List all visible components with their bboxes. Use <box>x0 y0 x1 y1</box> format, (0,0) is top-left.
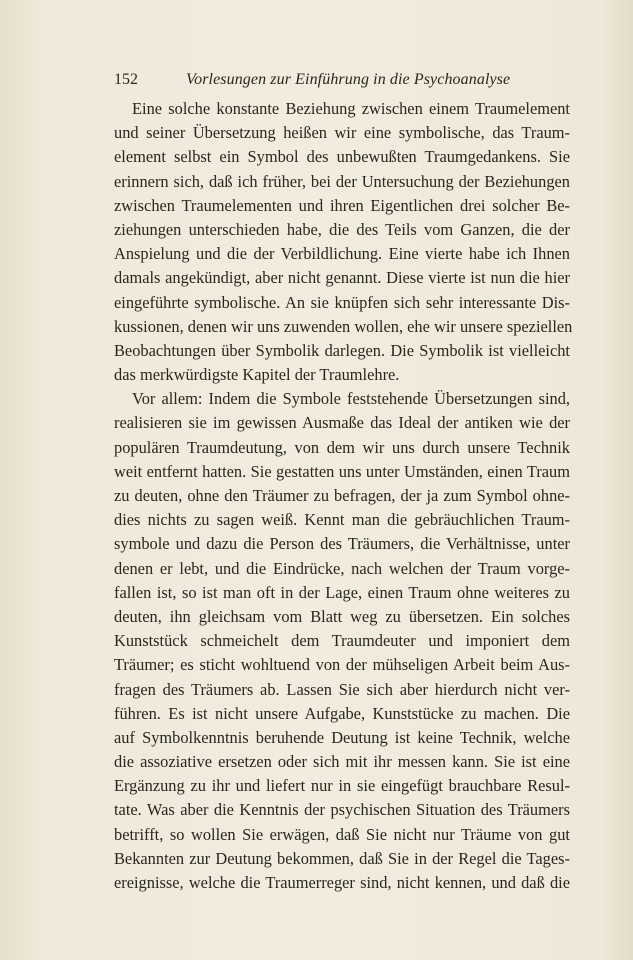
page-number: 152 <box>114 71 138 88</box>
running-head <box>114 69 528 91</box>
paragraph-2 <box>114 387 570 895</box>
text-line: element selbst ein Symbol des unbewußten Traumgedankens. Sie <box>114 147 570 167</box>
text-line: Kunststück schmeichelt dem Traumdeuter und imponiert dem <box>114 631 570 651</box>
text-line: populären Traumdeutung, von dem wir uns durch unsere Technik <box>114 437 570 457</box>
text-line: fallen ist, so ist man oft in der Lage, einen Traum ohne weiteres zu <box>114 582 570 602</box>
text-line: zu deuten, ohne den Träumer zu befragen, der ja zum Symbol ohne- <box>114 486 570 505</box>
text-line: Träumer; es sticht wohltuend von der mühseligen Arbeit beim Aus- <box>114 655 570 675</box>
text-line: erinnern sich, daß ich früher, bei der Untersuchung der Beziehungen <box>114 171 570 191</box>
text-line: ereignisse, welche die Traumerreger sind, nicht kennen, und daß die <box>114 873 570 892</box>
text-line: Beobachtungen über Symbolik darlegen. Die Symbolik ist vielleicht <box>114 340 570 360</box>
text-line: Eine solche konstante Beziehung zwischen einem Traumelement <box>132 99 570 118</box>
text-line: eingeführte symbolische. An sie knüpfen sich sehr interessante Dis- <box>114 292 570 312</box>
text-line: symbole und dazu die Person des Träumers, die Verhältnisse, unter <box>114 534 570 554</box>
text-line: fragen des Träumers ab. Lassen Sie sich aber hierdurch nicht ver- <box>114 679 570 699</box>
text-line: das merkwürdigste Kapitel der Traumlehre. <box>114 365 400 385</box>
text-line: damals angekündigt, aber nicht genannt. Diese vierte ist nun die hier <box>114 268 570 288</box>
text-line: denen er lebt, und die Eindrücke, nach welchen der Traum vorge- <box>114 558 570 578</box>
text-line: deuten, ihn gleichsam vom Blatt weg zu übersetzen. Ein solches <box>114 606 570 626</box>
text-line: auf Symbolkenntnis beruhende Deutung ist keine Technik, welche <box>114 727 570 747</box>
running-title: Vorlesungen zur Einführung in die Psychoanalyse <box>186 71 511 88</box>
text-line: weit entfernt hatten. Sie gestatten uns unter Umständen, einen Traum <box>114 461 570 481</box>
text-line: und seiner Übersetzung heißen wir eine symbolische, das Traum- <box>114 123 570 143</box>
text-line: realisieren sie im gewissen Ausmaße das Ideal der antiken wie der <box>114 413 570 433</box>
body-text <box>114 97 573 895</box>
text-line: ziehungen unterschieden habe, die des Teils vom Ganzen, die der <box>114 219 570 239</box>
text-line: zwischen Traumelementen und ihren Eigentlichen drei solcher Be- <box>114 195 570 215</box>
text-line: Vor allem: Indem die Symbole feststehende Übersetzungen sind, <box>132 389 570 409</box>
text-line: Bekannten zur Deutung bekommen, daß Sie in der Regel die Tages- <box>114 848 570 868</box>
text-line: Ergänzung zu ihr und liefert nur in sie eingefügt brauchbare Resul- <box>114 776 570 796</box>
text-line: dies nichts zu sagen weiß. Kennt man die gebräuchlichen Traum- <box>114 510 570 530</box>
paragraph-1 <box>114 97 573 387</box>
text-line: tate. Was aber die Kenntnis der psychischen Situation des Träumers <box>114 800 570 820</box>
text-line: die assoziative ersetzen oder sich mit ihr messen kann. Sie ist eine <box>114 752 570 772</box>
text-line: betrifft, so wollen Sie erwägen, daß Sie nicht nur Träume von gut <box>114 824 570 844</box>
text-line: kussionen, denen wir uns zuwenden wollen, ehe wir unsere speziellen <box>114 316 573 336</box>
text-line: führen. Es ist nicht unsere Aufgabe, Kunststücke zu machen. Die <box>114 703 570 723</box>
text-line: Anspielung und die der Verbildlichung. Eine vierte habe ich Ihnen <box>114 244 570 264</box>
